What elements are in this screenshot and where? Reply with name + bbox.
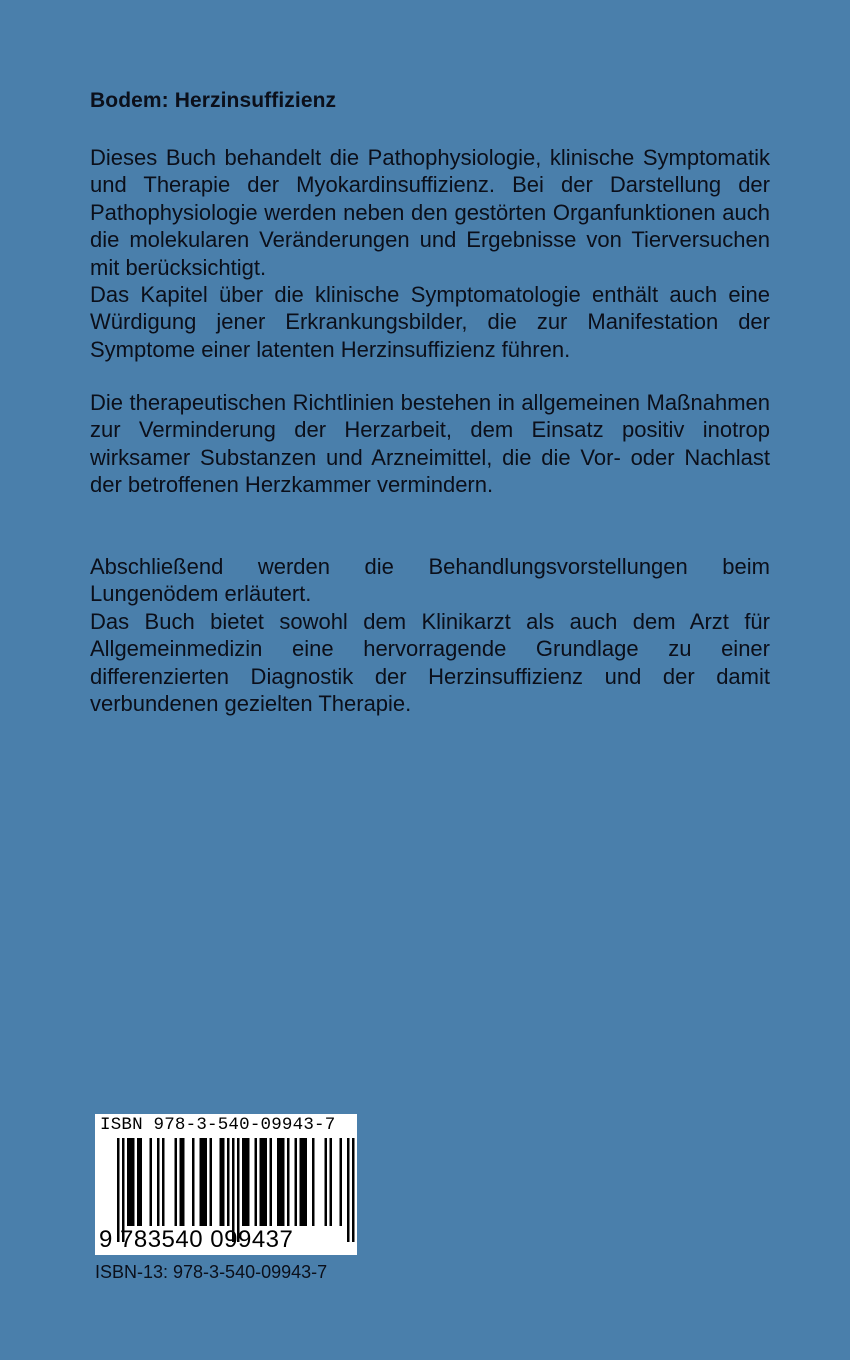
barcode-bar <box>192 1138 195 1226</box>
barcode-digits: 9 783540 099437 <box>99 1226 294 1253</box>
barcode-bar <box>255 1138 258 1226</box>
barcode-bar <box>270 1138 273 1226</box>
barcode-bar <box>300 1138 303 1226</box>
description-block-1 <box>90 144 770 363</box>
barcode-bar <box>205 1138 208 1226</box>
barcode-bar <box>137 1138 140 1226</box>
barcode-bar <box>180 1138 183 1226</box>
barcode-bar <box>265 1138 268 1226</box>
isbn13-label: ISBN-13: 978-3-540-09943-7 <box>95 1262 328 1282</box>
barcode-bar <box>182 1138 185 1226</box>
barcode-bar <box>242 1138 245 1226</box>
barcode-bar <box>295 1138 298 1226</box>
barcode-bar <box>282 1138 285 1226</box>
description-block-3 <box>90 553 770 717</box>
barcode-bar <box>245 1138 248 1226</box>
barcode-bar <box>340 1138 343 1226</box>
description-paragraph: Die therapeutischen Richtlinien bestehen in allgemeinen Maßnahmen zur Verminderung der Herzarbeit, dem Einsatz positiv inotrop wirksamer Substanzen und Arzneimittel, die die Vor- oder Nachlast der betroffenen Herzkammer vermindern. <box>90 390 770 498</box>
barcode-bar <box>140 1138 143 1226</box>
barcode-bar <box>210 1138 213 1226</box>
barcode-bar <box>157 1138 160 1226</box>
barcode-bar <box>325 1138 328 1226</box>
barcode <box>95 1114 357 1255</box>
barcode-bar <box>200 1138 203 1226</box>
barcode-bar <box>175 1138 178 1226</box>
barcode-bar <box>312 1138 315 1226</box>
description-block-2 <box>90 389 770 499</box>
barcode-bar <box>130 1138 133 1226</box>
barcode-bar <box>305 1138 308 1226</box>
description-paragraph: Das Buch bietet sowohl dem Klinikarzt als auch dem Arzt für Allgemeinmedizin eine hervorragende Grundlage zu einer differenzierten Diagnostik der Herzinsuffizienz und der damit verbundenen gezielten Therapie. <box>90 608 770 717</box>
barcode-bar <box>132 1138 135 1226</box>
barcode-bar <box>260 1138 263 1226</box>
barcode-bar <box>287 1138 290 1226</box>
barcode-bar <box>330 1138 333 1226</box>
barcode-bar <box>280 1138 283 1226</box>
barcode-bar <box>150 1138 153 1226</box>
barcode-bar <box>222 1138 225 1226</box>
description-paragraph: Abschließend werden die Behandlungsvorstellungen beim Lungenödem erläutert. <box>90 554 770 607</box>
barcode-bar <box>262 1138 265 1226</box>
barcode-bar <box>247 1138 250 1226</box>
book-title: Bodem: Herzinsuffizienz <box>90 89 337 112</box>
description-paragraph: Das Kapitel über die klinische Symptomatologie enthält auch eine Würdigung jener Erkrankungsbilder, die zur Manifestation der Symptome einer latenten Herzinsuffizienz führen. <box>90 282 770 362</box>
barcode-bar <box>347 1138 350 1242</box>
barcode-bar <box>162 1138 165 1226</box>
barcode-bar <box>227 1138 230 1226</box>
barcode-bar <box>302 1138 305 1226</box>
barcode-bar <box>352 1138 355 1242</box>
barcode-bar <box>277 1138 280 1226</box>
barcode-bar <box>220 1138 223 1226</box>
description-paragraph: Dieses Buch behandelt die Pathophysiologie, klinische Symptomatik und Therapie der Myokardinsuffizienz. Bei der Darstellung der Pathophysiologie werden neben den gestörten Organfunktionen auch die molekularen Veränderungen und Ergebnisse von Tierversuchen mit berücksichtigt. <box>90 145 770 280</box>
barcode-isbn-label: ISBN 978-3-540-09943-7 <box>100 1115 336 1135</box>
barcode-bar <box>202 1138 205 1226</box>
barcode-bar <box>127 1138 130 1226</box>
